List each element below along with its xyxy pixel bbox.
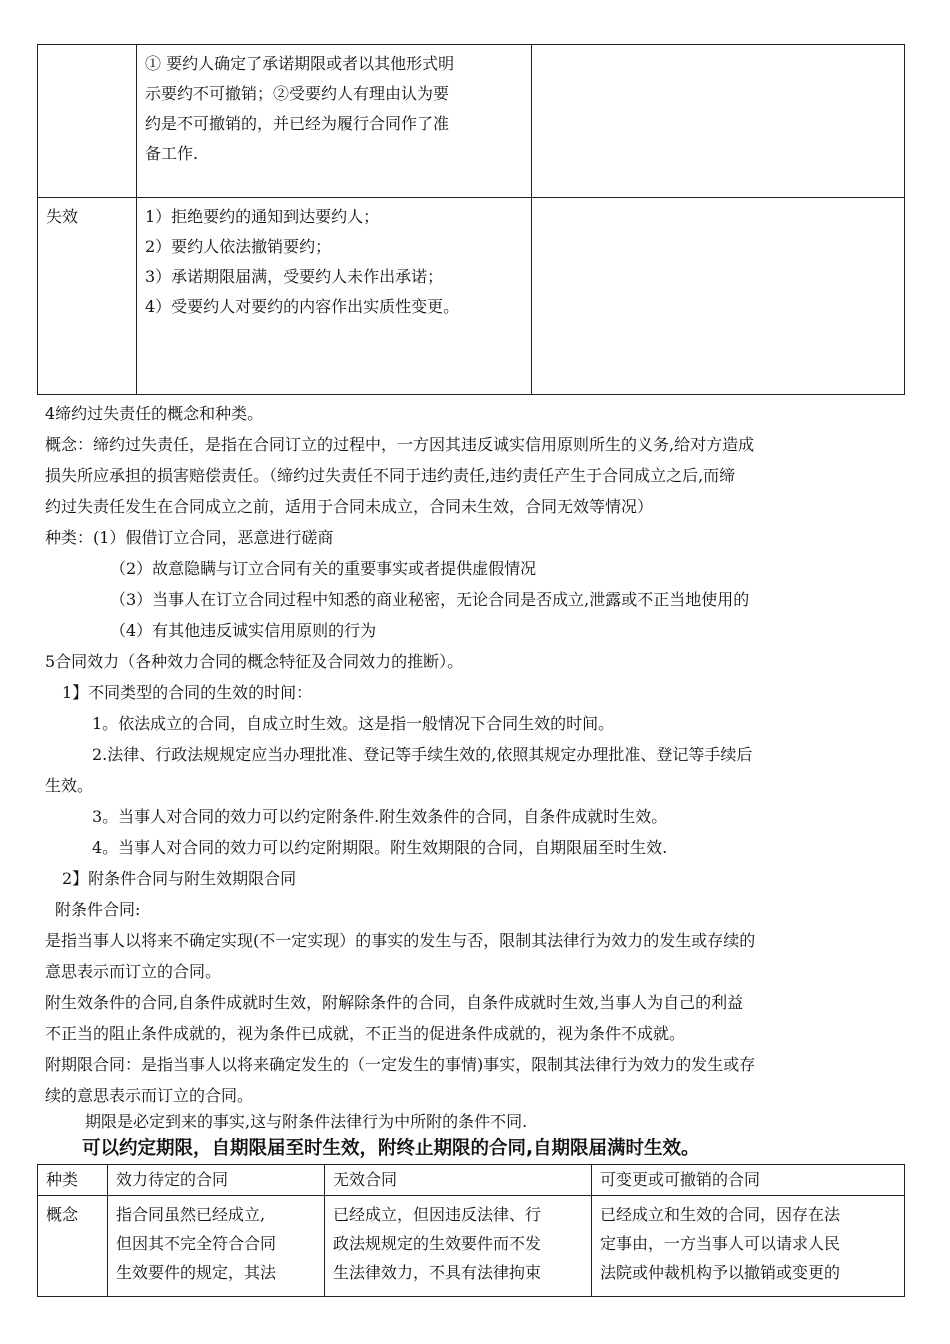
row-label: 失效 bbox=[38, 198, 137, 395]
paragraph-line: 续的意思表示而订立的合同。 bbox=[45, 1086, 254, 1105]
content-line: 备工作. bbox=[145, 144, 199, 163]
content-line: 2）要约人依法撤销要约； bbox=[145, 237, 332, 256]
row-extra bbox=[532, 45, 905, 198]
content-line: ① 要约人确定了承诺期限或者以其他形式明 bbox=[145, 54, 455, 73]
paragraph-line: 损失所应承担的损害赔偿责任。（缔约过失责任不同于违约责任,违约责任产生于合同成立之后,而缔 bbox=[45, 466, 736, 485]
paragraph-line: 期限是必定到来的事实,这与附条件法律行为中所附的条件不同. bbox=[85, 1112, 528, 1131]
table-cell bbox=[325, 1196, 592, 1297]
paragraph-line: 3。当事人对合同的效力可以约定附条件.附生效条件的合同，自条件成就时生效。 bbox=[92, 807, 668, 826]
subsection-heading: 2】附条件合同与附生效期限合同 bbox=[62, 869, 297, 888]
content-line: 约是不可撤销的，并已经为履行合同作了准 bbox=[145, 114, 450, 133]
header-cell: 效力待定的合同 bbox=[108, 1165, 325, 1196]
content-line: 4）受要约人对要约的内容作出实质性变更。 bbox=[145, 297, 460, 316]
paragraph-line: 4。当事人对合同的效力可以约定附期限。附生效期限的合同，自期限届至时生效. bbox=[92, 838, 668, 857]
row-extra bbox=[532, 198, 905, 395]
content-line: 1）拒绝要约的通知到达要约人； bbox=[145, 207, 380, 226]
list-item: （2）故意隐瞒与订立合同有关的重要事实或者提供虚假情况 bbox=[110, 559, 537, 578]
row-content bbox=[137, 45, 532, 198]
paragraph-line: 约过失责任发生在合同成立之前，适用于合同未成立，合同未生效，合同无效等情况） bbox=[45, 497, 654, 516]
cell-line: 指合同虽然已经成立, bbox=[116, 1205, 266, 1224]
section-heading: 4缔约过失责任的概念和种类。 bbox=[45, 404, 264, 423]
cell-line: 定事由，一方当事人可以请求人民 bbox=[600, 1234, 841, 1253]
top-table bbox=[37, 44, 905, 395]
paragraph-line: 种类：(1）假借订立合同，恶意进行磋商 bbox=[45, 528, 334, 547]
table-row bbox=[38, 198, 905, 395]
paragraph-line: 不正当的阻止条件成就的，视为条件已成就，不正当的促进条件成就的，视为条件不成就。 bbox=[45, 1024, 686, 1043]
content-line: 示要约不可撤销；②受要约人有理由认为要 bbox=[145, 84, 450, 103]
list-item: （4）有其他违反诚实信用原则的行为 bbox=[110, 621, 377, 640]
table-header-row bbox=[38, 1165, 905, 1196]
table-cell bbox=[592, 1196, 905, 1297]
paragraph-line: 附期限合同：是指当事人以将来确定发生的（一定发生的事情)事实，限制其法律行为效力的发生或存 bbox=[45, 1055, 756, 1074]
paragraph-line: 2.法律、行政法规规定应当办理批准、登记等手续生效的,依照其规定办理批准、登记等手续后 bbox=[92, 745, 753, 764]
content-line: 3）承诺期限届满，受要约人未作出承诺； bbox=[145, 267, 444, 286]
paragraph-line: 生效。 bbox=[45, 776, 94, 795]
table-row bbox=[38, 45, 905, 198]
section-heading: 5合同效力（各种效力合同的概念特征及合同效力的推断）。 bbox=[45, 652, 464, 671]
subsection-heading: 1】不同类型的合同的生效的时间： bbox=[62, 683, 313, 702]
cell-line: 已经成立，但因违反法律、行 bbox=[333, 1205, 542, 1224]
paragraph-line: 附条件合同: bbox=[55, 900, 141, 919]
header-cell: 种类 bbox=[38, 1165, 108, 1196]
paragraph-line: 概念：缔约过失责任，是指在合同订立的过程中，一方因其违反诚实信用原则所生的义务,给对方造成 bbox=[45, 435, 755, 454]
cell-line: 生效要件的规定，其法 bbox=[116, 1263, 277, 1282]
cell-line: 但因其不完全符合合同 bbox=[116, 1234, 277, 1253]
paragraph-line: 1。依法成立的合同，自成立时生效。这是指一般情况下合同生效的时间。 bbox=[92, 714, 615, 733]
list-item: （3）当事人在订立合同过程中知悉的商业秘密，无论合同是否成立,泄露或不正当地使用的 bbox=[110, 590, 750, 609]
row-label bbox=[38, 45, 137, 198]
paragraph-line: 意思表示而订立的合同。 bbox=[45, 962, 222, 981]
table-cell bbox=[108, 1196, 325, 1297]
cell-line: 法院或仲裁机构予以撤销或变更的 bbox=[600, 1263, 841, 1282]
header-cell: 无效合同 bbox=[325, 1165, 592, 1196]
table-row bbox=[38, 1196, 905, 1297]
row-label: 概念 bbox=[38, 1196, 108, 1297]
row-content bbox=[137, 198, 532, 395]
cell-line: 政法规规定的生效要件而不发 bbox=[333, 1234, 542, 1253]
cell-line: 生法律效力，不具有法律拘束 bbox=[333, 1263, 542, 1282]
cell-line: 已经成立和生效的合同，因存在法 bbox=[600, 1205, 841, 1224]
paragraph-line: 附生效条件的合同,自条件成就时生效，附解除条件的合同，自条件成就时生效,当事人为自己的利益 bbox=[45, 993, 744, 1012]
header-cell: 可变更或可撤销的合同 bbox=[592, 1165, 905, 1196]
bold-summary: 可以约定期限，自期限届至时生效，附终止期限的合同,自期限届满时生效。 bbox=[82, 1138, 700, 1159]
paragraph-line: 是指当事人以将来不确定实现(不一定实现）的事实的发生与否，限制其法律行为效力的发生或存续的 bbox=[45, 931, 756, 950]
comparison-table bbox=[37, 1164, 905, 1297]
